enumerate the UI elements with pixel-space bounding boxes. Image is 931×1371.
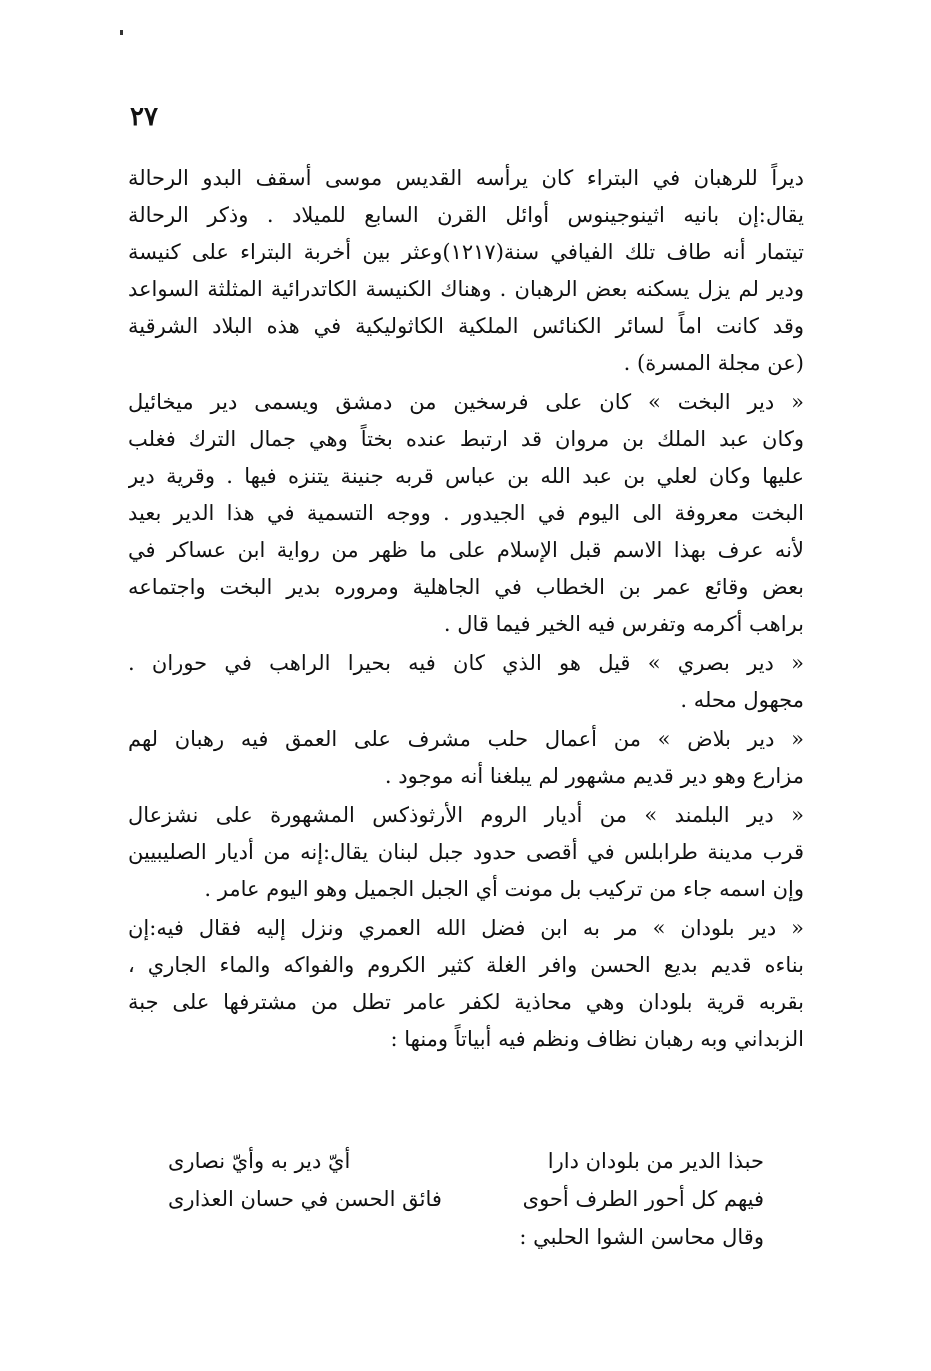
- paragraph: [128, 721, 804, 795]
- paragraph: [128, 910, 804, 1058]
- verse-second-hemistich: أيّ دير به وأيّ نصارى: [168, 1149, 351, 1173]
- text-line: « دير بلاض » من أعمال حلب مشرف على العمق فيه رهبان لهم: [128, 727, 804, 751]
- page-number: ٢٧: [130, 102, 158, 132]
- paragraph: [128, 384, 804, 643]
- text-line: ديراً للرهبان في البتراء كان يرأسه القديس موسى أسقف البدو الرحالة: [128, 166, 804, 190]
- paragraph: [128, 645, 804, 719]
- verse-second-hemistich: فائق الحسن في حسان العذارى: [168, 1187, 442, 1211]
- text-line: عليها وكان لعلي بن عبد الله بن عباس قربه جنينة يتنزه فيها . وقرية دير: [128, 464, 804, 488]
- text-line: « دير البلمند » من أديار الروم الأرثوذكس المشهورة على نشزعال: [128, 803, 804, 827]
- text-line: مزارع وهو دير قديم مشهور لم يبلغنا أنه موجود .: [384, 764, 804, 788]
- text-line: قرب مدينة طرابلس في أقصى حدود جبل لبنان يقال:إنه من أديار الصليبيين: [128, 840, 804, 864]
- text-line: ودير لم يزل يسكنه بعض الرهبان . وهناك الكنيسة الكاتدرائية المثلثة السواعد: [128, 277, 804, 301]
- text-line: (عن مجلة المسرة) .: [623, 351, 804, 375]
- text-line: لأنه عرف بهذا الاسم قبل الإسلام على ما ظهر من رواية ابن عساكر في: [128, 538, 804, 562]
- text-line: بقربه قرية بلودان وهي محاذية لكفر عامر تطل من مشترفها على جبة: [128, 990, 804, 1014]
- text-line: براهب أكرمه وتفرس فيه الخير فيما قال .: [443, 612, 804, 636]
- text-line: البخت معروفة الى اليوم في الجيدور . ووجه التسمية في هذا الدير بعيد: [128, 501, 804, 525]
- poem: [168, 1142, 764, 1256]
- text-line: وقد كانت اماً لسائر الكنائس الملكية الكاثوليكية في هذه البلاد الشرقية: [128, 314, 804, 338]
- poem-verse: [168, 1180, 764, 1218]
- text-line: الزبداني وبه رهبان نظاف ونظم فيه أبياتاً ومنها :: [390, 1027, 804, 1051]
- text-line: بعض وقائع عمر بن الخطاب في الجاهلية ومروره بدير البخت واجتماعه: [128, 575, 804, 599]
- paragraph: [128, 797, 804, 908]
- body-text: [128, 160, 804, 1058]
- text-line: يقال:إن بانيه اثينوجينوس أوائل القرن السابع للميلاد . وذكر الرحالة: [128, 203, 804, 227]
- closing-line: وقال محاسن الشوا الحلبي :: [519, 1225, 764, 1249]
- paragraph: [128, 160, 804, 382]
- verse-first-hemistich: فيهم كل أحور الطرف أحوى: [522, 1187, 764, 1211]
- poem-verse: [168, 1142, 764, 1180]
- scan-mark: [120, 30, 123, 35]
- text-line: « دير بصري » قيل هو الذي كان فيه بحيرا الراهب في حوران .: [128, 651, 804, 675]
- text-line: مجهول محله .: [680, 688, 804, 712]
- text-line: تيتمار أنه طاف تلك الفيافي سنة(١٢١٧)وعثر بين أخربة البتراء على كنيسة: [128, 240, 804, 264]
- text-line: وكان عبد الملك بن مروان قد ارتبط عنده بختاً وهي جمال الترك فغلب: [128, 427, 804, 451]
- text-line: « دير البخت » كان على فرسخين من دمشق ويسمى دير ميخائيل: [128, 390, 804, 414]
- text-line: وإن اسمه جاء من تركيب بل مونت أي الجبل الجميل وهو اليوم عامر .: [204, 877, 804, 901]
- text-line: « دير بلودان » مر به ابن فضل الله العمري ونزل إليه فقال فيه:إن: [128, 916, 804, 940]
- verse-first-hemistich: حبذا الدير من بلودان دارا: [547, 1149, 764, 1173]
- text-line: بناءه قديم بديع الحسن وافر الغلة كثير الكروم والفواكه والماء الجاري ،: [128, 953, 804, 977]
